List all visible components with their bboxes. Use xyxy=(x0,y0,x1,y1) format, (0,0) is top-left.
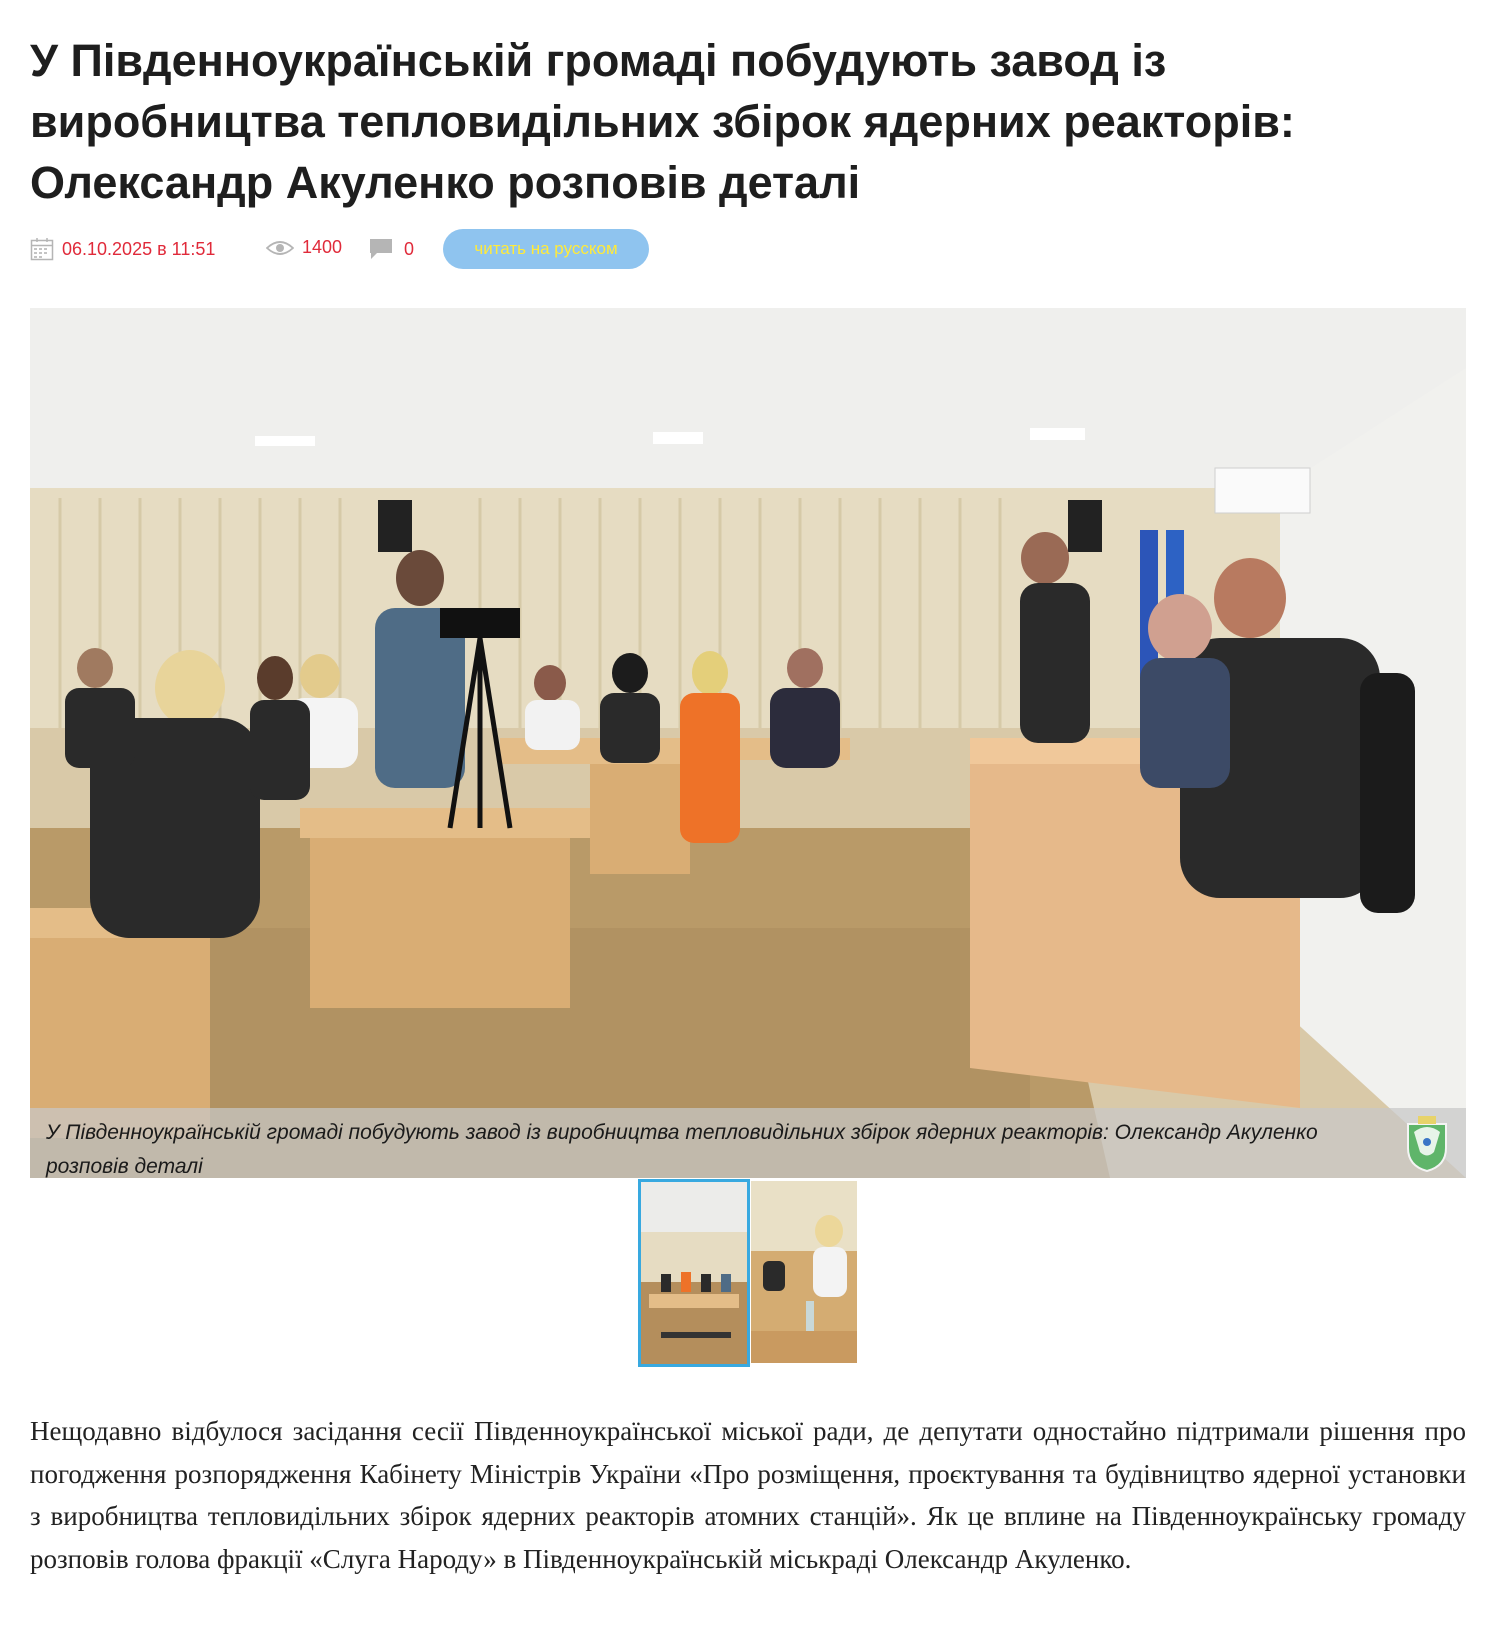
conference-hall-image xyxy=(30,308,1466,1178)
comment-icon xyxy=(368,237,394,261)
views-count xyxy=(266,237,342,258)
calendar-icon xyxy=(30,237,54,261)
eye-icon xyxy=(266,239,294,257)
city-emblem-icon xyxy=(1404,1114,1450,1172)
comments-count[interactable] xyxy=(368,237,414,261)
thumbnail-2[interactable] xyxy=(751,1181,857,1363)
photo-caption: У Південноукраїнській громаді побудують завод із виробництва тепловидільних збірок ядерних реакторів: Олександр Акуленко розповів деталі xyxy=(46,1121,1318,1178)
article-body: Нещодавно відбулося засідання сесії Південноукраїнської міської ради, де депутати одностайно підтримали рішення про погодження розпорядження Кабінету Міністрів України «Про розміщення, проєктування та будівництво ядерної установки з виробництва тепловидільних збірок ядерних реакторів атомних станцій». Як це вплине на Південноукраїнську громаду розповів голова фракції «Слуга Народу» в Південноукраїнській міськраді Олександр Акуленко. xyxy=(30,1416,1466,1574)
thumb-deputies-close-image xyxy=(751,1181,857,1363)
views-text: 1400 xyxy=(302,237,343,257)
date-text: 06.10.2025 в 11:51 xyxy=(62,238,216,259)
thumbnail-1[interactable] xyxy=(638,1179,750,1367)
comments-text: 0 xyxy=(404,238,415,259)
article-meta xyxy=(30,229,1466,269)
read-in-russian-button[interactable]: читать на русском xyxy=(443,229,649,269)
article-title: У Південноукраїнській громаді побудують завод із виробництва тепловидільних збірок ядерних реакторів: Олександр Акуленко розповів деталі xyxy=(30,35,1295,208)
photo-caption-bar xyxy=(30,1108,1466,1178)
thumb-hall-wide-image xyxy=(641,1182,747,1364)
main-photo[interactable] xyxy=(30,308,1466,1178)
publish-date xyxy=(30,237,215,261)
